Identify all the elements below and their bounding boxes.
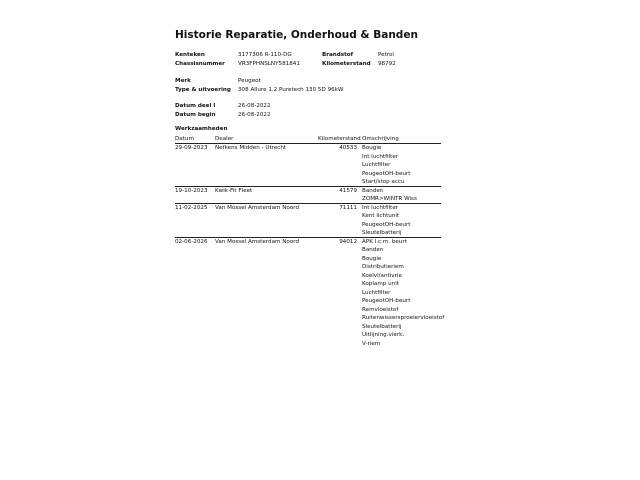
omschrijving-item: APK l.c.m. beurt bbox=[362, 238, 407, 245]
omschrijving-item: Start/stop accu bbox=[362, 179, 405, 185]
header-dealer: Dealer bbox=[215, 136, 234, 142]
omschrijving-item: Koplamp unit bbox=[362, 281, 399, 287]
merk-value: Peugeot bbox=[238, 78, 261, 84]
row-kilometerstand: 41579 bbox=[339, 187, 357, 194]
omschrijving-item: ZOMR>WINTR Wiss bbox=[362, 196, 417, 202]
row-dealer: Van Mossel Amsterdam Noord bbox=[215, 204, 300, 211]
omschrijving-item: Int luchtfilter bbox=[362, 153, 399, 160]
omschrijving-item: Int luchtfilter bbox=[362, 204, 399, 211]
row-datum: 29-09-2023 bbox=[175, 145, 208, 151]
omschrijving-item: Distributieriem bbox=[362, 264, 404, 270]
header-omschrijving: Omschrijving bbox=[362, 136, 399, 142]
omschrijving-item: V-riem bbox=[362, 340, 381, 347]
datum-begin-label: Datum begin bbox=[175, 112, 216, 118]
omschrijving-item: Luchtfilter bbox=[362, 289, 391, 296]
row-datum: 19-10-2023 bbox=[175, 187, 208, 194]
header-datum: Datum bbox=[175, 136, 194, 142]
brandstof-value: Petrol bbox=[378, 52, 394, 58]
omschrijving-item: Banden bbox=[362, 187, 384, 194]
datum-begin-value: 26-08-2022 bbox=[238, 112, 271, 118]
type-label: Type & uitvoering bbox=[175, 87, 231, 93]
row-datum: 11-02-2025 bbox=[175, 204, 208, 211]
omschrijving-item: Bougie bbox=[362, 255, 382, 262]
werkzaamheden-title: Werkzaamheden bbox=[175, 126, 228, 132]
kenteken-label: Kenteken bbox=[175, 52, 205, 58]
datum-deel1-label: Datum deel I bbox=[175, 103, 216, 109]
omschrijving-item: Uitlijning.vierk. bbox=[362, 332, 405, 338]
omschrijving-item: Luchtfilter bbox=[362, 162, 391, 168]
row-kilometerstand: 71111 bbox=[339, 204, 357, 211]
row-dealer: Kwik-Fit Fleet bbox=[215, 187, 253, 194]
chassis-label: Chassisnummer bbox=[175, 61, 225, 67]
omschrijving-item: Sleutelbatterij bbox=[362, 323, 402, 330]
header-kilometerstand: Kilometerstand bbox=[318, 136, 361, 142]
omschrijving-item: PeugeotOH-beurt bbox=[362, 221, 411, 228]
omschrijving-item: Kent lichtunit bbox=[362, 213, 400, 219]
chassis-value: VR3FPHNSLNY581841 bbox=[238, 61, 300, 67]
omschrijving-item: Koelvl/antivrie bbox=[362, 272, 402, 279]
merk-label: Merk bbox=[175, 78, 191, 84]
omschrijving-item: Ruitenwissersproeiervloeistof bbox=[362, 315, 445, 321]
omschrijving-item: Bougie bbox=[362, 145, 382, 151]
omschrijving-item: Banden bbox=[362, 247, 384, 253]
omschrijving-item: Remvloeistof bbox=[362, 306, 399, 313]
omschrijving-item: PeugeotOH-beurt bbox=[362, 170, 411, 177]
km-value: 98792 bbox=[378, 61, 396, 67]
row-dealer: Nefkens Midden - Utrecht bbox=[215, 145, 287, 151]
datum-deel1-value: 26-08-2022 bbox=[238, 103, 271, 109]
row-dealer: Van Mossel Amsterdam Noord bbox=[215, 238, 300, 245]
omschrijving-item: PeugeotOH-beurt bbox=[362, 298, 411, 304]
kenteken-value: 3177306 R-110-DG bbox=[238, 52, 292, 58]
row-kilometerstand: 94012 bbox=[339, 238, 357, 245]
type-value: 308 Allure 1.2 Puretech 130 5D 96kW bbox=[238, 87, 344, 93]
omschrijving-item: Sleutelbatterij bbox=[362, 230, 402, 236]
row-datum: 02-06-2026 bbox=[175, 238, 208, 245]
brandstof-label: Brandstof bbox=[322, 52, 354, 58]
row-kilometerstand: 40533 bbox=[339, 145, 357, 151]
km-label: Kilometerstand bbox=[322, 61, 371, 67]
page-title: Historie Reparatie, Onderhoud & Banden bbox=[175, 29, 418, 41]
